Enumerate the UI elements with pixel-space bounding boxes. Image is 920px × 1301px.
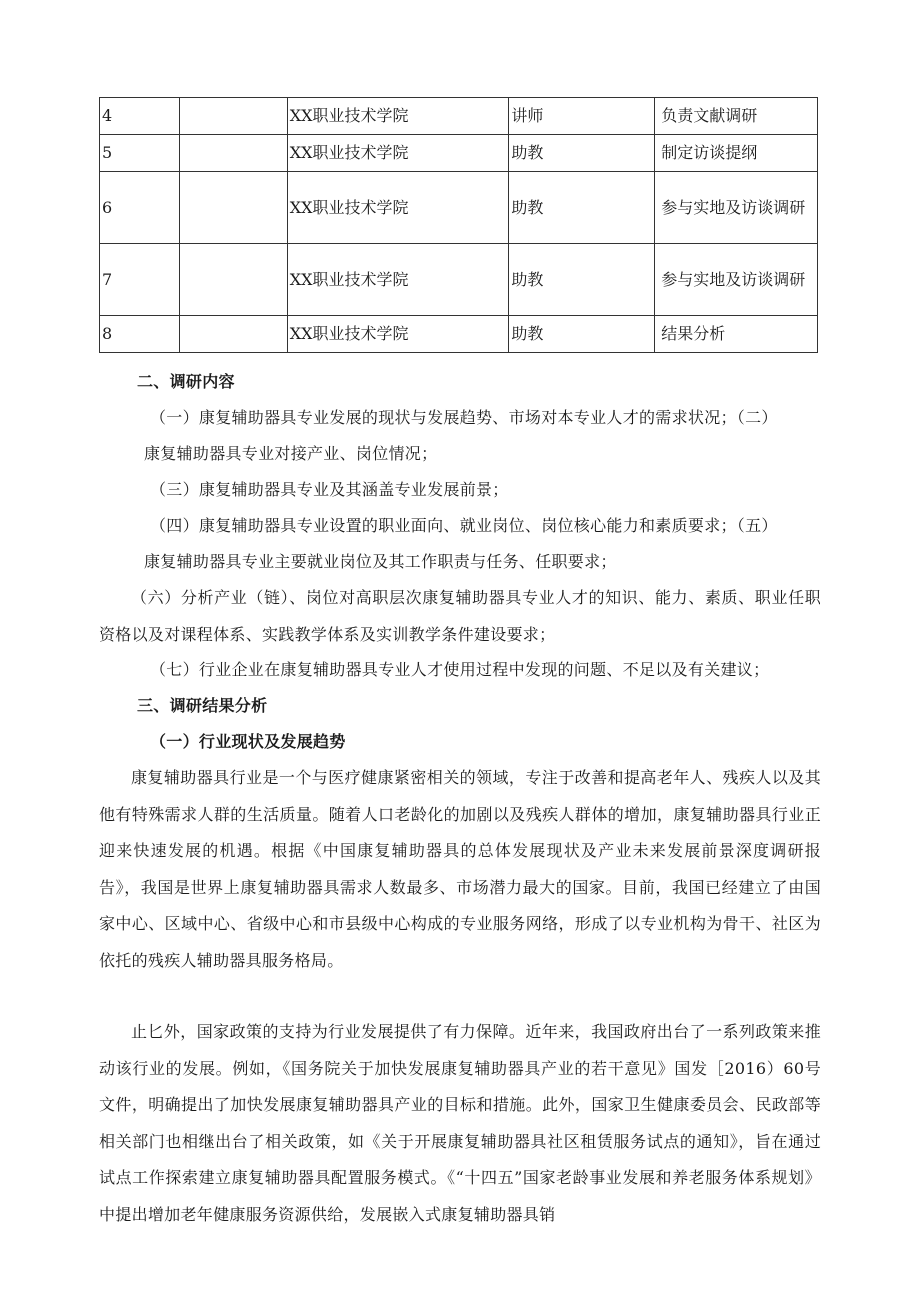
table-cell-name xyxy=(179,172,287,244)
table-cell-unit: XX职业技术学院 xyxy=(287,172,509,244)
table-cell-duty: 参与实地及访谈调研 xyxy=(655,244,818,316)
table-cell-unit: XX职业技术学院 xyxy=(287,98,509,135)
table-cell-duty: 负责文献调研 xyxy=(655,98,818,135)
table-cell-title: 助教 xyxy=(509,244,655,316)
table-cell-name xyxy=(179,98,287,135)
table-cell-no: 4 xyxy=(100,98,180,135)
table-cell-unit: XX职业技术学院 xyxy=(287,316,509,353)
section2-item-5: 康复辅助器具专业主要就业岗位及其工作职责与任务、任职要求； xyxy=(144,552,617,571)
table-cell-title: 助教 xyxy=(509,316,655,353)
table-cell-no: 6 xyxy=(100,172,180,244)
table-row xyxy=(100,98,818,135)
table-cell-unit: XX职业技术学院 xyxy=(287,244,509,316)
table-cell-duty: 制定访谈提纲 xyxy=(655,135,818,172)
section2-item-1: （一）康复辅助器具专业发展的现状与发展趋势、市场对本专业人才的需求状况；（二） xyxy=(150,408,778,427)
table-cell-title: 助教 xyxy=(509,135,655,172)
table-cell-no: 7 xyxy=(100,244,180,316)
section3-paragraph-2: 止匕外，国家政策的支持为行业发展提供了有力保障。近年来，我国政府出台了一系列政策来推动该行业的发展。例如，《国务院关于加快发展康复辅助器具产业的若干意见》国发［2016）60号文件，明确提出了加快发展康复辅助器具产业的目标和措施。此外，国家卫生健康委员会、民政部等相关部门也相继出台了相关政策，如《关于开展康复辅助器具社区租赁服务试点的通知》，旨在通过试点工作探索建立康复辅助器具配置服务模式。《“十四五”国家老龄事业发展和养老服务体系规划》中提出增加老年健康服务资源供给，发展嵌入式康复辅助器具销 xyxy=(99,1022,821,1224)
table-row xyxy=(100,135,818,172)
table-row xyxy=(100,244,818,316)
staff-table xyxy=(99,97,818,353)
table-cell-no: 5 xyxy=(100,135,180,172)
table-row xyxy=(100,172,818,244)
section2-item-6: （六）分析产业（链）、岗位对高职层次康复辅助器具专业人才的知识、能力、素质、职业任职资格以及对课程体系、实践教学体系及实训教学条件建设要求； xyxy=(99,588,821,644)
table-cell-unit: XX职业技术学院 xyxy=(287,135,509,172)
table-cell-duty: 结果分析 xyxy=(655,316,818,353)
section2-item-7: （七）行业企业在康复辅助器具专业人才使用过程中发现的问题、不足以及有关建议； xyxy=(150,660,770,679)
table-cell-title: 讲师 xyxy=(509,98,655,135)
table-row xyxy=(100,316,818,353)
table-cell-no: 8 xyxy=(100,316,180,353)
section3-paragraph-1: 康复辅助器具行业是一个与医疗健康紧密相关的领域，专注于改善和提高老年人、残疾人以及其他有特殊需求人群的生活质量。随着人口老龄化的加剧以及残疾人群体的增加，康复辅助器具行业正迎来快速发展的机遇。根据《中国康复辅助器具的总体发展现状及产业未来发展前景深度调研报告》，我国是世界上康复辅助器具需求人数最多、市场潜力最大的国家。目前，我国已经建立了由国家中心、区域中心、省级中心和市县级中心构成的专业服务网络，形成了以专业机构为骨干、社区为依托的残疾人辅助器具服务格局。 xyxy=(99,768,821,970)
section3-subheading: （一）行业现状及发展趋势 xyxy=(150,732,346,751)
table-cell-duty: 参与实地及访谈调研 xyxy=(655,172,818,244)
table-cell-name xyxy=(179,244,287,316)
section2-item-1-cont: 康复辅助器具专业对接产业、岗位情况； xyxy=(144,444,438,463)
table-cell-name xyxy=(179,135,287,172)
section2-heading: 二、调研内容 xyxy=(137,372,235,391)
section2-item-4: （四）康复辅助器具专业设置的职业面向、就业岗位、岗位核心能力和素质要求；（五） xyxy=(150,516,778,535)
table-cell-title: 助教 xyxy=(509,172,655,244)
section3-heading: 三、调研结果分析 xyxy=(137,696,268,715)
table-cell-name xyxy=(179,316,287,353)
section2-item-3: （三）康复辅助器具专业及其涵盖专业发展前景； xyxy=(150,480,509,499)
